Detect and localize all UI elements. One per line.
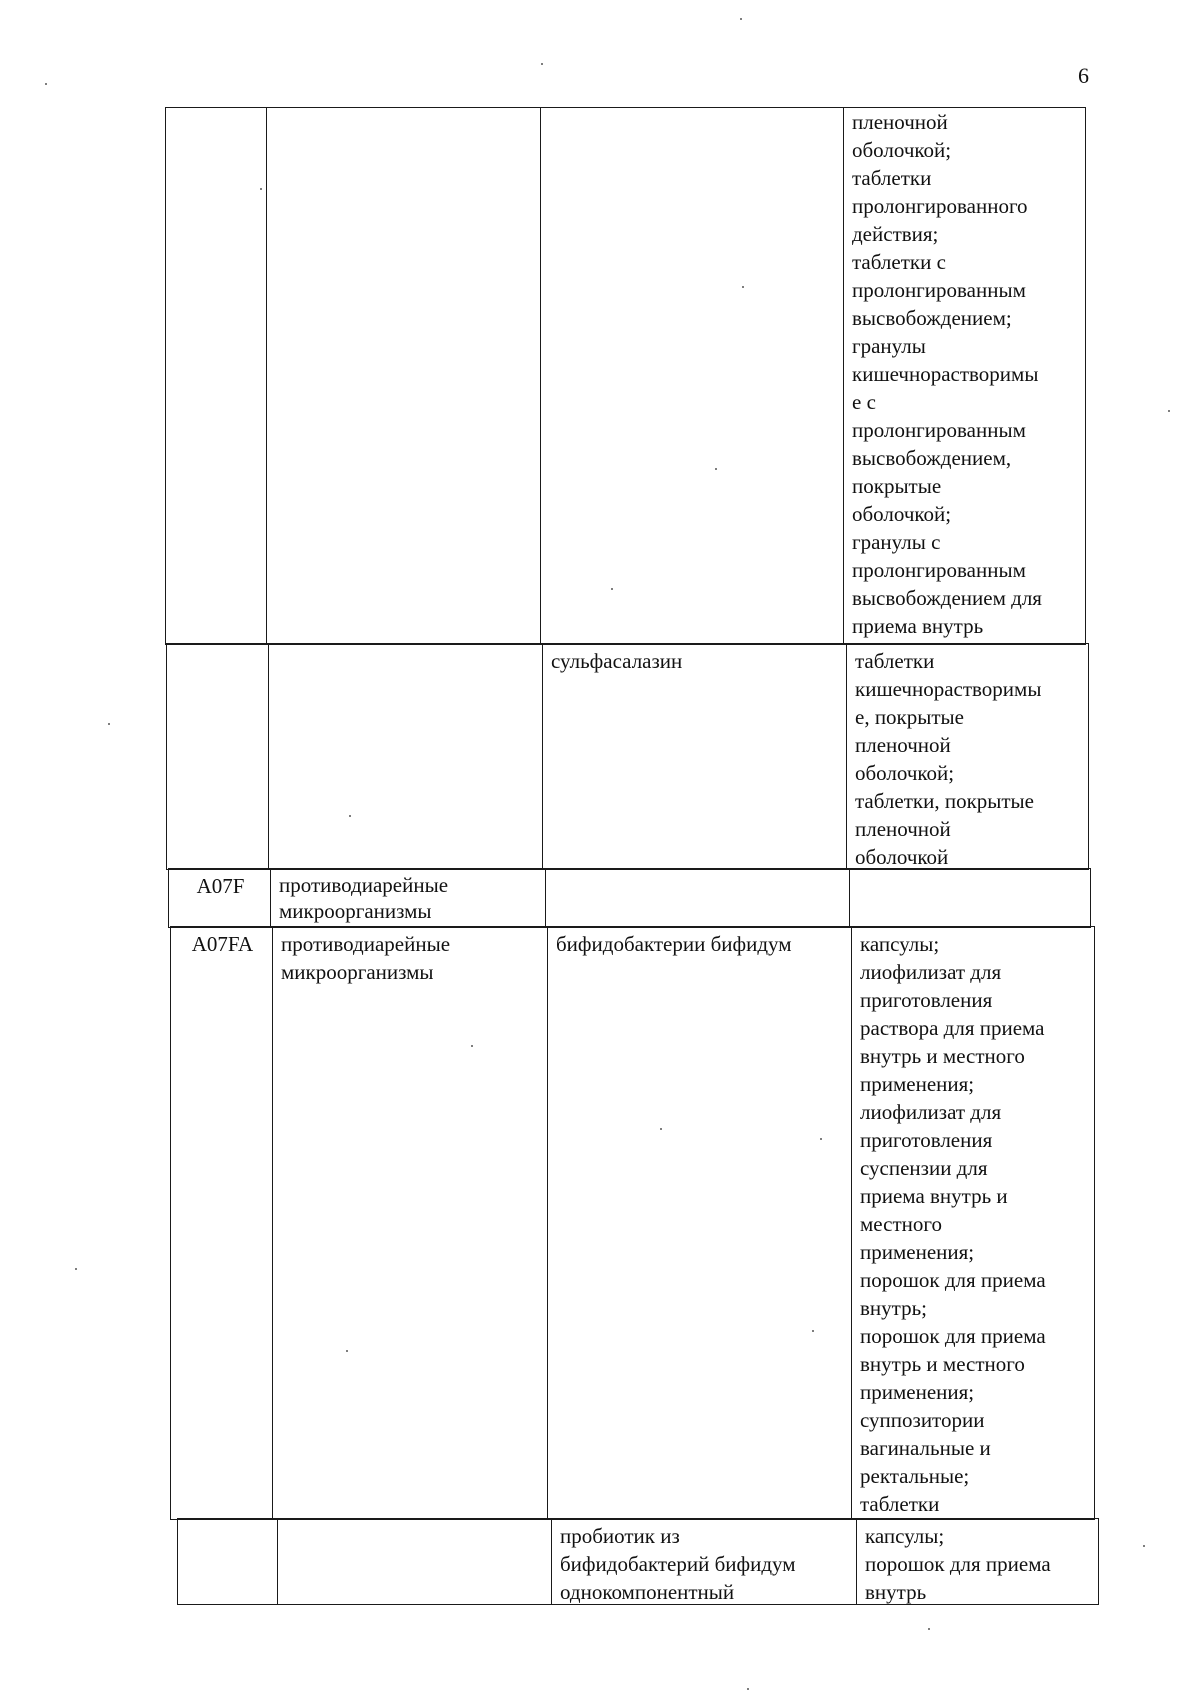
drug-name-line: однокомпонентный [560,1580,735,1604]
group-name-line: микроорганизмы [279,899,432,923]
scan-speck [660,1128,662,1130]
drug-name-line: сульфасалазин [551,649,683,673]
dosage-form-line: приготовления [860,1128,993,1152]
dosage-form-line: таблетки с [852,250,946,274]
scan-speck [740,18,742,20]
dosage-form-line: порошок для приема [865,1552,1051,1576]
dosage-form-line: внутрь и местного [860,1044,1025,1068]
dosage-form-line: приготовления [860,988,993,1012]
dosage-form-line: е с [852,390,876,414]
dosage-form-line: пролонгированным [852,558,1026,582]
dosage-form-line: местного [860,1212,942,1236]
dosage-form-line: применения; [860,1072,975,1096]
dosage-form-line: действия; [852,222,939,246]
table-row [168,868,1091,928]
pharmacological-group-cell [267,108,541,644]
scan-speck [75,1268,77,1270]
dosage-form-line: высвобождением для [852,586,1042,610]
dosage-form-line: кишечнорастворимы [855,677,1042,701]
dosage-form-line: таблетки, покрытые [855,789,1034,813]
pharmacological-group-cell [269,644,543,869]
scan-speck [1143,1545,1145,1547]
dosage-form-line: внутрь [865,1580,927,1604]
dosage-form-line: ректальные; [860,1464,970,1488]
dosage-form-line: пленочной [855,817,951,841]
dosage-form-line: применения; [860,1240,975,1264]
group-name-line: противодиарейные [281,932,451,956]
dosage-form-line: гранулы с [852,530,941,554]
scan-speck [742,286,744,288]
dosage-form-line: порошок для приема [860,1268,1046,1292]
dosage-form-line: раствора для приема [860,1016,1045,1040]
pharmacological-group-cell [271,869,546,927]
dosage-form-line: приема внутрь [852,614,984,638]
dosage-form-line: кишечнорастворимы [852,362,1039,386]
scan-speck [541,63,543,65]
group-name-line: противодиарейные [279,873,449,897]
scan-speck [812,1330,814,1332]
table-row [166,643,1089,870]
scan-speck [611,588,613,590]
dosage-form-line: оболочкой; [852,502,952,526]
scan-speck [349,815,351,817]
dosage-forms-cell [850,869,1092,927]
dosage-form-line: пролонгированного [852,194,1028,218]
drug-name-cell [543,644,847,869]
scan-speck [747,1688,749,1690]
dosage-form-line: применения; [860,1380,975,1404]
dosage-forms-cell [844,108,1087,644]
dosage-form-line: высвобождением; [852,306,1012,330]
scan-speck [260,188,262,190]
table-row [177,1518,1099,1605]
scan-speck [1168,410,1170,412]
atc-code: A07FA [191,932,254,956]
table-row [170,926,1095,1520]
dosage-form-line: приема внутрь и [860,1184,1008,1208]
atc-code-cell [169,869,271,927]
dosage-form-line: пленочной [855,733,951,757]
dosage-form-line: оболочкой; [855,761,955,785]
dosage-form-line: оболочкой; [852,138,952,162]
dosage-forms-cell [847,644,1090,869]
dosage-form-line: суспензии для [860,1156,988,1180]
dosage-form-line: таблетки [860,1492,940,1516]
dosage-form-line: капсулы; [865,1524,945,1548]
drug-name-cell [541,108,844,644]
dosage-form-line: капсулы; [860,932,940,956]
scan-speck [928,1628,930,1630]
scan-speck [715,468,717,470]
dosage-form-line: таблетки [852,166,932,190]
pharmacological-group-cell [278,1519,552,1604]
atc-code-cell [167,644,269,869]
drug-name-line: пробиотик из [560,1524,680,1548]
atc-code-cell [166,108,267,644]
dosage-form-line: высвобождением, [852,446,1012,470]
scan-speck [820,1138,822,1140]
dosage-form-line: таблетки [855,649,935,673]
dosage-form-line: пролонгированным [852,278,1026,302]
dosage-form-line: суппозитории [860,1408,985,1432]
dosage-form-line: пленочной [852,110,948,134]
dosage-form-line: внутрь и местного [860,1352,1025,1376]
dosage-form-line: лиофилизат для [860,1100,1002,1124]
dosage-form-line: вагинальные и [860,1436,991,1460]
dosage-form-line: порошок для приема [860,1324,1046,1348]
dosage-form-line: гранулы [852,334,926,358]
scan-speck [346,1350,348,1352]
drug-name-cell [552,1519,857,1604]
scan-speck [45,83,47,85]
drug-name-cell [546,869,850,927]
group-name-line: микроорганизмы [281,960,434,984]
drug-name-line: бифидобактерии бифидум [556,932,792,956]
dosage-form-line: оболочкой [855,845,949,869]
dosage-form-line: пролонгированным [852,418,1026,442]
dosage-forms-cell [852,927,1096,1519]
scan-speck [108,723,110,725]
pharmacological-group-cell [273,927,548,1519]
drug-name-cell [548,927,852,1519]
scan-speck [471,1045,473,1047]
atc-code-cell [171,927,273,1519]
table-row [165,107,1086,645]
dosage-form-line: покрытые [852,474,942,498]
dosage-forms-cell [857,1519,1100,1604]
atc-code: A07F [196,874,245,898]
dosage-form-line: е, покрытые [855,705,964,729]
dosage-form-line: внутрь; [860,1296,927,1320]
atc-code-cell [178,1519,278,1604]
drug-name-line: бифидобактерий бифидум [560,1552,796,1576]
page-number: 6 [1078,63,1089,88]
dosage-form-line: лиофилизат для [860,960,1002,984]
